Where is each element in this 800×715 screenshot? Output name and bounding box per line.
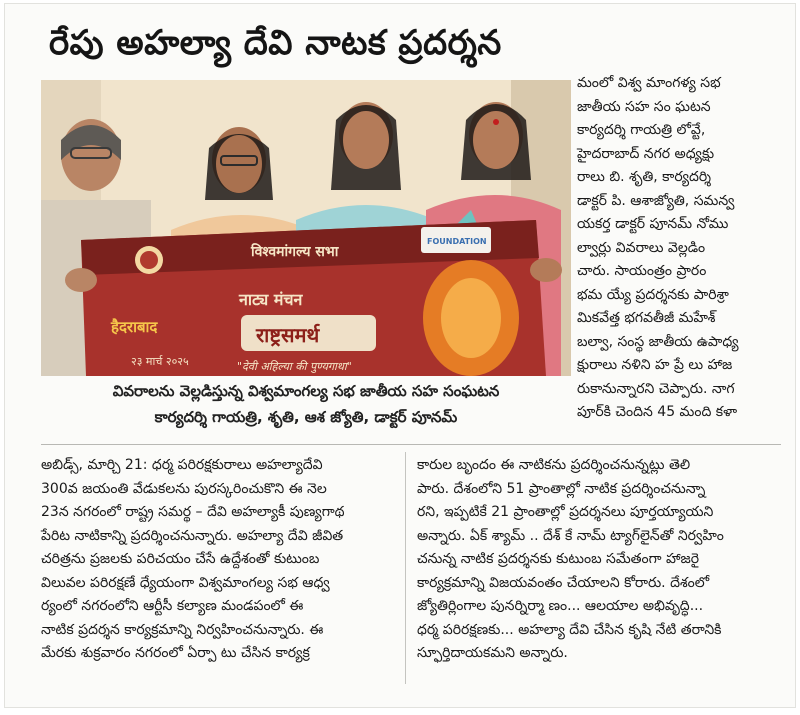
- text-line: చారు. సాయంత్రం ప్రారం: [577, 263, 707, 279]
- text-line: ర్యంలో నగరంలోని ఆర్టీసీ కల్యాణ మండపంలో ఈ: [41, 598, 304, 614]
- section-divider: [41, 444, 781, 445]
- photo-caption: [41, 378, 571, 436]
- headline: రేపు అహల్యా దేవి నాటక ప్రదర్శన: [49, 23, 502, 63]
- text-line: అన్నారు. ఏక్ శ్యామ్ .. దేశ్ కే నామ్ ట్యాగ్‌లైన్‌తో నిర్వహిం: [417, 527, 724, 544]
- text-line: యకర్త డాక్టర్ పూనమ్ నోము: [577, 216, 729, 232]
- text-line: మంలో విశ్వ మాంగళ్య సభ: [577, 75, 721, 91]
- text-line: కార్యక్రమాన్ని విజయవంతం చేయాలని కోరారు. దేశంలో: [417, 574, 710, 591]
- text-line: నాటిక ప్రదర్శన కార్యక్రమాన్ని నిర్వహించనున్నారు. ఈ: [41, 621, 324, 638]
- text-line: హైదరాబాద్ నగర అధ్యక్షు: [577, 145, 715, 162]
- text-line: జ్యోతిర్లింగాల పునర్నిర్మా ణం... ఆలయాల అభివృద్ధి...: [417, 598, 704, 614]
- text-line: క్షురాలు నళిని హ ప్రే లు హాజ: [577, 357, 733, 373]
- text-line: రాలు బి. శృతి, కార్యదర్శి: [577, 169, 711, 185]
- text-line: కార్యదర్శి గాయత్రి లోవ్టే,: [577, 122, 706, 138]
- text-line: అబిడ్స్, మార్చి 21: ధర్మ పరిరక్షకురాలు అహల్యాదేవి: [41, 457, 323, 473]
- column-divider: [405, 452, 406, 684]
- text-line: ల్వార్లు వివరాలు వెల్లడిం: [577, 239, 706, 256]
- text-line: చనున్న నాటిక ప్రదర్శనకు కుటుంబ సమేతంగా హాజరై: [417, 551, 699, 567]
- bottom-left-column-text: [41, 454, 393, 666]
- text-line: 300వ జయంతి వేడుకలను పురస్కరించుకొని ఈ నెల: [41, 480, 327, 497]
- text-line: చరిత్రను ప్రజలకు పరిచయం చేసే ఉద్దేశంతో కుటుంబ: [41, 551, 320, 567]
- text-line: రని, ఇప్పటికే 21 ప్రాంతాల్లో ప్రదర్శనలు పూర్తయ్యాయని: [417, 504, 714, 520]
- text-line: స్ఫూర్తిదాయకమని అన్నారు.: [417, 645, 568, 661]
- bottom-middle-column-text: [417, 454, 777, 666]
- banner-org: विश्वमांगल्य सभा: [251, 244, 339, 260]
- text-line: 23న నగరంలో రాష్ట్ర సమర్థ – దేవి అహల్యాకీ పుణ్యగాథ: [41, 504, 345, 520]
- banner-partner: FOUNDATION: [427, 237, 487, 246]
- text-line: కారుల బృందం ఈ నాటికను ప్రదర్శించనున్నట్లు తెలి: [417, 457, 691, 473]
- caption-line-2: కార్యదర్శి గాయత్రి, శృతి, ఆశ జ్యోతి, డాక్టర్ పూనమ్: [154, 408, 458, 426]
- banner-subtitle: "देवी अहिल्या की पुण्यगाथा": [237, 360, 352, 373]
- banner-city: हैदराबाद: [111, 318, 158, 336]
- banner-title: नाट्य मंचन: [239, 290, 303, 309]
- text-line: పారు. దేశంలోని 51 ప్రాంతాల్లో నాటిక ప్రదర్శించనున్నా: [417, 480, 706, 497]
- text-line: మికవేత్త భగవతీజీ మహేశ్: [577, 310, 716, 326]
- photo-illustration: [41, 80, 571, 376]
- right-column-text: [577, 72, 789, 425]
- caption-line-1: వివరాలను వెల్లడిస్తున్న విశ్వమాంగల్య సభ జాతీయ సహ సంఘటన: [112, 382, 500, 400]
- text-line: డాక్టర్ పి. ఆశాజ్యోతి, సమన్వ: [577, 192, 735, 209]
- banner-play-name: राष्ट्रसमर्थ: [256, 323, 320, 347]
- text-line: విలువల పరిరక్షణే ధ్యేయంగా విశ్వమాంగల్య సభ ఆధ్వ: [41, 574, 330, 591]
- text-line: పేరిట నాటికాన్ని ప్రదర్శించనున్నారు. అహల్యా దేవి జీవిత: [41, 527, 344, 544]
- news-photo: [41, 80, 571, 376]
- text-line: ధర్మ పరిరక్షణకు... అహల్యా దేవి చేసిన కృషి నేటి తరానికి: [417, 621, 722, 638]
- text-line: పూర్‌కి చెందిన 45 మంది కళా: [577, 404, 738, 420]
- text-line: భమ య్యే ప్రదర్శనకు పారిశ్రా: [577, 286, 729, 303]
- newspaper-clipping: [5, 4, 795, 707]
- banner-date: २३ मार्च २०२५: [131, 355, 189, 368]
- text-line: రుకానున్నారని చెప్పారు. నాగ: [577, 380, 735, 397]
- text-line: మేరకు శుక్రవారం నగరంలో ఏర్పా టు చేసిన కార్యక్ర: [41, 645, 310, 661]
- text-line: బల్వా, సంస్థ జాతీయ ఉపాధ్య: [577, 333, 739, 350]
- text-line: జాతీయ సహ సం ఘటన: [577, 98, 711, 115]
